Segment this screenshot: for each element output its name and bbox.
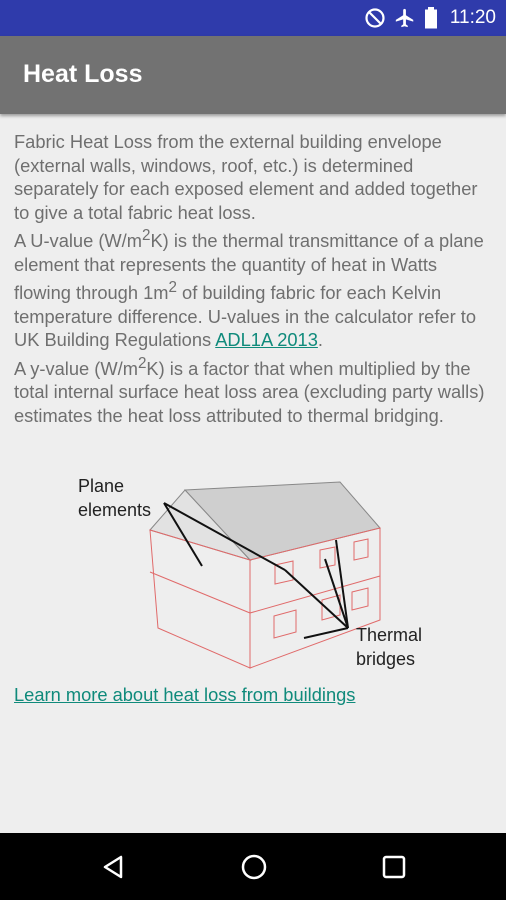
u-value-text-a: A U-value (W/m	[14, 230, 142, 252]
battery-icon	[424, 7, 438, 29]
house-illustration	[150, 482, 380, 668]
y-value-text-a: A y-value (W/m	[14, 357, 138, 379]
thermal-bridges-label-1: Thermal	[356, 625, 423, 645]
home-icon[interactable]	[238, 851, 270, 883]
back-icon[interactable]	[98, 851, 130, 883]
y-value-text-b: K) is a factor that when multiplied by the total internal surface heat loss area (excluding party walls) estimates the heat loss attributed to thermal bridging.	[14, 357, 485, 426]
side-floor-line	[150, 572, 250, 613]
u-value-text-end: .	[317, 329, 323, 351]
u-value-text-b: K) is the thermal transmittance of a plane element that represents the quantity of heat in Watts flowing through 1m	[14, 230, 484, 304]
airplane-mode-icon	[394, 7, 416, 29]
status-icons	[364, 0, 496, 36]
app-bar	[0, 36, 506, 114]
plane-elements-label-1: Plane	[78, 476, 125, 496]
u-value-text-c: of building fabric for each Kelvin temperature difference. U-values in the calculator refer to UK Building Regulations	[14, 282, 477, 351]
m2-superscript: 2	[168, 279, 177, 297]
pointer-line	[336, 540, 348, 628]
plane-elements-label-2: elements	[78, 500, 152, 520]
recents-icon[interactable]	[378, 851, 410, 883]
description-content	[14, 130, 494, 427]
house-diagram	[0, 470, 506, 680]
u-value-paragraph	[14, 224, 494, 352]
y-value-superscript: 2	[137, 354, 147, 372]
u-value-superscript: 2	[142, 227, 151, 244]
window	[354, 539, 368, 560]
page-title: Heat Loss	[23, 60, 143, 88]
adl1a-link[interactable]: ADL1A 2013	[215, 329, 318, 351]
window	[274, 610, 296, 638]
status-clock: 11:20	[449, 7, 496, 28]
learn-more-link[interactable]: Learn more about heat loss from buildings	[14, 684, 356, 705]
do-not-disturb-icon	[364, 7, 386, 29]
navigation-bar	[0, 833, 506, 900]
window	[352, 588, 368, 610]
y-value-paragraph	[14, 352, 494, 428]
fabric-heat-loss-paragraph: Fabric Heat Loss from the external building envelope (external walls, windows, roof, etc.) is determined separately for each exposed element and added together to give a total fabric heat loss.	[14, 131, 478, 223]
window	[275, 561, 293, 584]
thermal-bridges-label-2: bridges	[356, 649, 416, 669]
pointer-line	[304, 628, 348, 638]
status-bar	[0, 0, 506, 36]
